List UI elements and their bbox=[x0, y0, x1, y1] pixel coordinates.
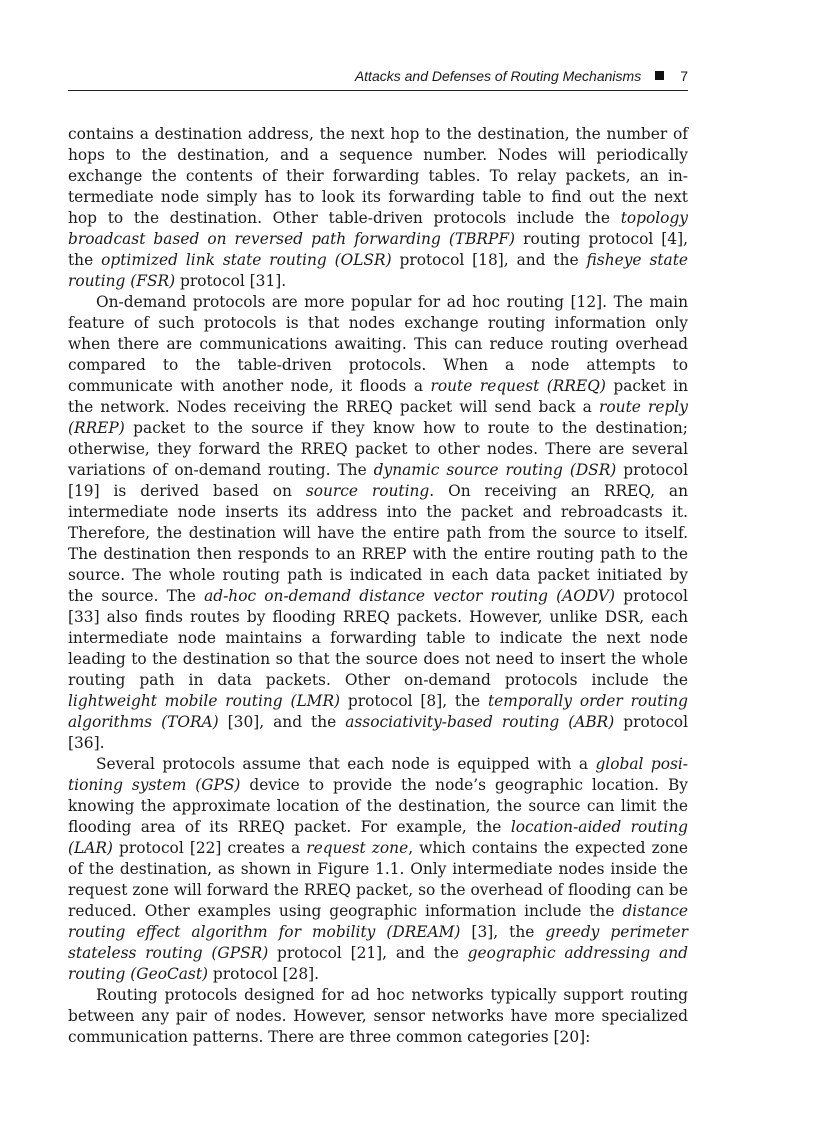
text-run: . On receiving an RREQ, an intermediate node inserts its address into the packet and rebroadcasts it. Therefore, the destination will have the entire path from the source to itself. The destination then responds to an RREP with the entire routing path to the source. The whole routing path is indicated in each data packet initiated by the source. The bbox=[68, 482, 688, 605]
text-run: protocol [22] creates a bbox=[112, 839, 307, 857]
italic-term: route request (RREQ) bbox=[430, 377, 606, 395]
text-run: protocol [19] is derived based on bbox=[68, 461, 688, 500]
italic-term: source routing bbox=[305, 482, 430, 500]
paragraph bbox=[68, 124, 688, 292]
text-run: protocol [8], the bbox=[340, 692, 488, 710]
text-run: protocol [31]. bbox=[175, 272, 287, 290]
paragraph bbox=[68, 754, 688, 985]
paragraph bbox=[68, 292, 688, 754]
italic-term: fisheye state routing (FSR) bbox=[68, 251, 688, 290]
text-run: Routing protocols designed for ad hoc networks typically support routing between any pair of nodes. However, sensor networks have more specialized communication patterns. There are three common categories [20]: bbox=[68, 986, 688, 1046]
italic-term: topology broadcast based on reversed path forwarding (TBRPF) bbox=[68, 209, 688, 248]
italic-term: optimized link state routing (OLSR) bbox=[101, 251, 392, 269]
text-run: , which contains the expected zone of the destination, as shown in Figure 1.1. Only intermediate nodes inside the request zone will forward the RREQ packet, so the overhead of flooding can be reduced. Other examples using geographic information include the bbox=[68, 839, 689, 920]
italic-term: lightweight mobile routing (LMR) bbox=[68, 692, 341, 710]
italic-term: temporally order routing algorithms (TORA) bbox=[68, 692, 688, 731]
text-run: routing protocol [4], the bbox=[68, 230, 688, 269]
text-run: packet to the source if they know how to route to the destination; otherwise, they forward the RREQ packet to other nodes. There are several variations of on-demand routing. The bbox=[68, 419, 688, 479]
square-bullet-icon bbox=[655, 71, 664, 80]
paragraph bbox=[68, 985, 688, 1048]
italic-term: location-aided routing (LAR) bbox=[68, 818, 688, 857]
italic-term: global positioning system (GPS) bbox=[68, 755, 688, 794]
italic-term: distance routing effect algorithm for mobility (DREAM) bbox=[68, 902, 688, 941]
text-run: packet in the network. Nodes receiving the RREQ packet will send back a bbox=[68, 377, 688, 416]
italic-term: greedy perimeter stateless routing (GPSR) bbox=[68, 923, 689, 962]
text-run: contains a destination address, the next hop to the destination, the number of hops to the destination, and a sequence number. Nodes will periodically exchange the contents of their forwarding tables. To relay packets, an intermediate node simply has to look its forwarding table to find out the next hop to the destination. Other table-driven protocols include the bbox=[68, 125, 688, 227]
text-run: device to provide the node’s geographic location. By knowing the approximate location of the destination, the source can limit the flooding area of its RREQ packet. For example, the bbox=[68, 776, 688, 836]
text-run: [3], the bbox=[460, 923, 546, 941]
italic-term: associativity-based routing (ABR) bbox=[345, 713, 615, 731]
italic-term: route reply (RREP) bbox=[68, 398, 688, 437]
text-run: protocol [28]. bbox=[208, 965, 320, 983]
italic-term: request zone bbox=[306, 839, 409, 857]
text-run: [30], and the bbox=[218, 713, 346, 731]
page-number: 7 bbox=[680, 68, 688, 84]
text-run: On-demand protocols are more popular for ad hoc routing [12]. The main feature of such protocols is that nodes exchange routing information only when there are communications awaiting. This can reduce routing overhead compared to the table-driven protocols. When a node attempts to communicate with another node, it floods a bbox=[68, 293, 688, 395]
italic-term: ad-hoc on-demand distance vector routing (AODV) bbox=[204, 587, 616, 605]
text-run: protocol [21], and the bbox=[268, 944, 468, 962]
running-header bbox=[68, 68, 688, 91]
running-header-title: Attacks and Defenses of Routing Mechanisms bbox=[354, 68, 642, 84]
text-run: protocol [18], and the bbox=[391, 251, 587, 269]
italic-term: geographic addressing and routing (GeoCast) bbox=[68, 944, 688, 983]
text-run: protocol [36]. bbox=[68, 713, 688, 752]
text-run: Several protocols assume that each node is equipped with a bbox=[96, 755, 596, 773]
italic-term: dynamic source routing (DSR) bbox=[373, 461, 617, 479]
body-text bbox=[68, 124, 688, 1048]
text-run: protocol [33] also finds routes by flooding RREQ packets. However, unlike DSR, each intermediate node maintains a forwarding table to indicate the next node leading to the destination so that the source does not need to insert the whole routing path in data packets. Other on-demand protocols include the bbox=[68, 587, 688, 689]
